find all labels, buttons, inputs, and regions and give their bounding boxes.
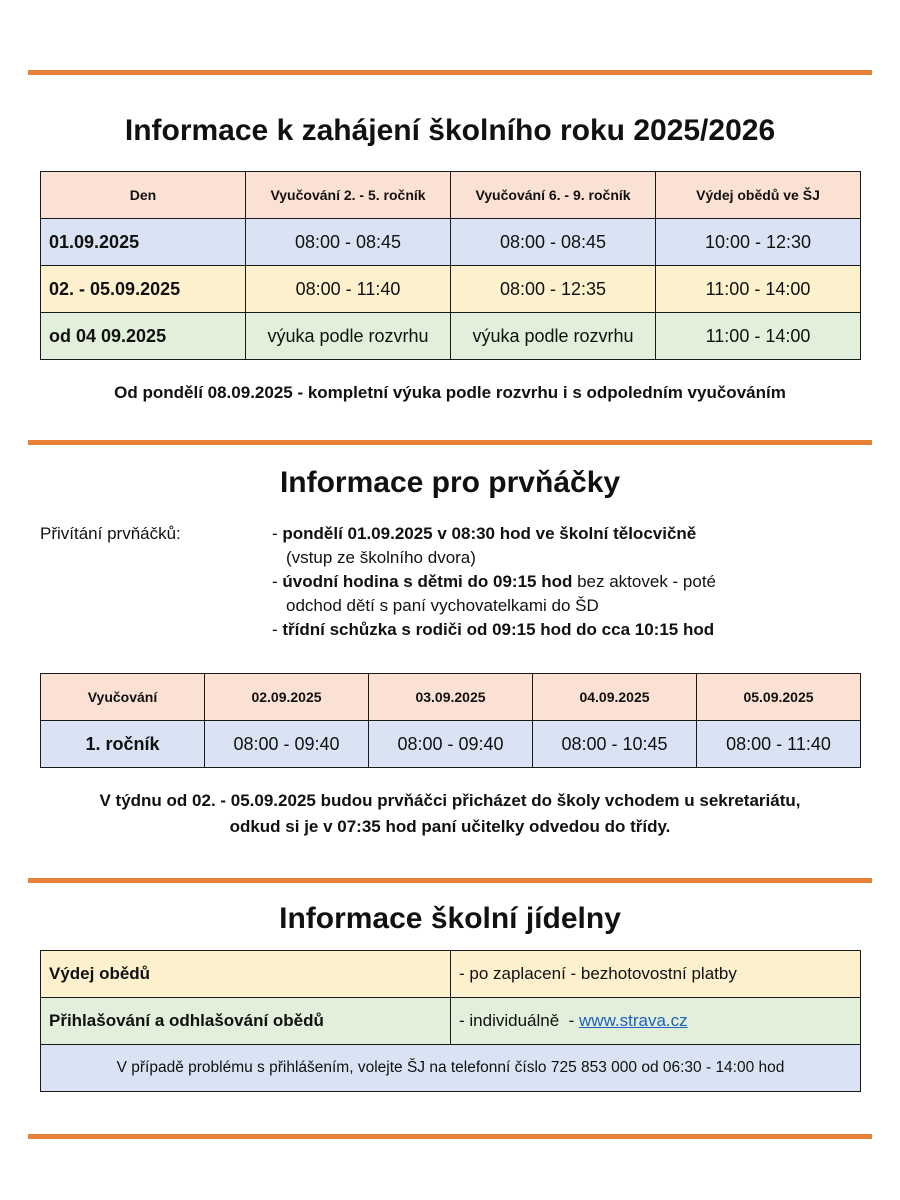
column-header: Vyučování [41,674,205,721]
welcome-list [272,522,852,642]
column-header: Den [41,172,246,219]
table-row [41,998,861,1045]
welcome-item-1-bold: pondělí 01.09.2025 v 08:30 hod ve školní tělocvičně [282,524,697,543]
section-title-canteen: Informace školní jídelny [279,902,621,935]
column-header: Vyučování 6. - 9. ročník [451,172,656,219]
table-row [41,266,861,313]
time-cell: 08:00 - 12:35 [451,266,656,313]
section-title-first: Informace pro prvňáčky [279,466,621,499]
canteen-label: Přihlašování a odhlašování obědů [41,998,451,1045]
bottom-divider [28,1134,872,1139]
canteen-label: Výdej obědů [41,951,451,998]
day-cell: 02. - 05.09.2025 [41,266,246,313]
time-cell: 08:00 - 11:40 [697,721,861,768]
column-header: 02.09.2025 [205,674,369,721]
welcome-item-3-bold: třídní schůzka s rodiči od 09:15 hod do cca 10:15 hod [282,620,715,639]
top-divider [28,70,872,75]
first-note-line-1: V týdnu od 02. - 05.09.2025 budou prvňáčci přicházet do školy vchodem u sekretariátu, [99,791,801,810]
welcome-label: Přivítání prvňáčků: [40,524,181,543]
time-cell: 10:00 - 12:30 [656,219,861,266]
column-header: 03.09.2025 [369,674,533,721]
divider [28,440,872,445]
time-cell: výuka podle rozvrhu [246,313,451,360]
table-header-row [41,172,861,219]
start-schedule-table [40,171,861,360]
column-header: 04.09.2025 [533,674,697,721]
day-cell: 01.09.2025 [41,219,246,266]
table-row [41,219,861,266]
welcome-item-2-sub: odchod dětí s paní vychovatelkami do ŠD [286,596,599,615]
first-note-line-2: odkud si je v 07:35 hod paní učitelky odvedou do třídy. [229,817,671,836]
time-cell: 11:00 - 14:00 [656,313,861,360]
column-header: Vyučování 2. - 5. ročník [246,172,451,219]
column-header: 05.09.2025 [697,674,861,721]
canteen-value [451,998,861,1045]
section-title-start: Informace k zahájení školního roku 2025/2026 [124,114,776,147]
table-row [41,951,861,998]
welcome-item-2-bold: úvodní hodina s dětmi do 09:15 hod [282,572,573,591]
time-cell: 11:00 - 14:00 [656,266,861,313]
strava-link[interactable]: www.strava.cz [579,1011,688,1030]
divider [28,878,872,883]
list-item: - třídní schůzka s rodiči od 09:15 hod do cca 10:15 hod [272,620,715,639]
time-cell: 08:00 - 08:45 [246,219,451,266]
welcome-item-1-sub: (vstup ze školního dvora) [286,548,476,567]
time-cell: 08:00 - 08:45 [451,219,656,266]
canteen-value: - po zaplacení - bezhotovostní platby [451,951,861,998]
table-row [41,721,861,768]
time-cell: výuka podle rozvrhu [451,313,656,360]
table-row [41,1045,861,1092]
grade-cell: 1. ročník [41,721,205,768]
time-cell: 08:00 - 10:45 [533,721,697,768]
start-note: Od pondělí 08.09.2025 - kompletní výuka podle rozvrhu i s odpoledním vyučováním [114,383,786,402]
list-item: - úvodní hodina s dětmi do 09:15 hod bez aktovek - poté [272,572,717,591]
day-cell: od 04 09.2025 [41,313,246,360]
time-cell: 08:00 - 09:40 [369,721,533,768]
canteen-value-prefix: - individuálně - [459,1011,580,1030]
time-cell: 08:00 - 11:40 [246,266,451,313]
canteen-footer: V případě problému s přihlášením, volejte ŠJ na telefonní číslo 725 853 000 od 06:30 - 14:00 hod [41,1045,861,1092]
first-note [0,788,900,840]
column-header: Výdej obědů ve ŠJ [656,172,861,219]
welcome-item-2-rest: bez aktovek - poté [577,572,717,591]
canteen-table [40,950,861,1092]
table-header-row [41,674,861,721]
first-grade-table [40,673,861,768]
table-row [41,313,861,360]
time-cell: 08:00 - 09:40 [205,721,369,768]
list-item: - pondělí 01.09.2025 v 08:30 hod ve školní tělocvičně [272,524,697,543]
